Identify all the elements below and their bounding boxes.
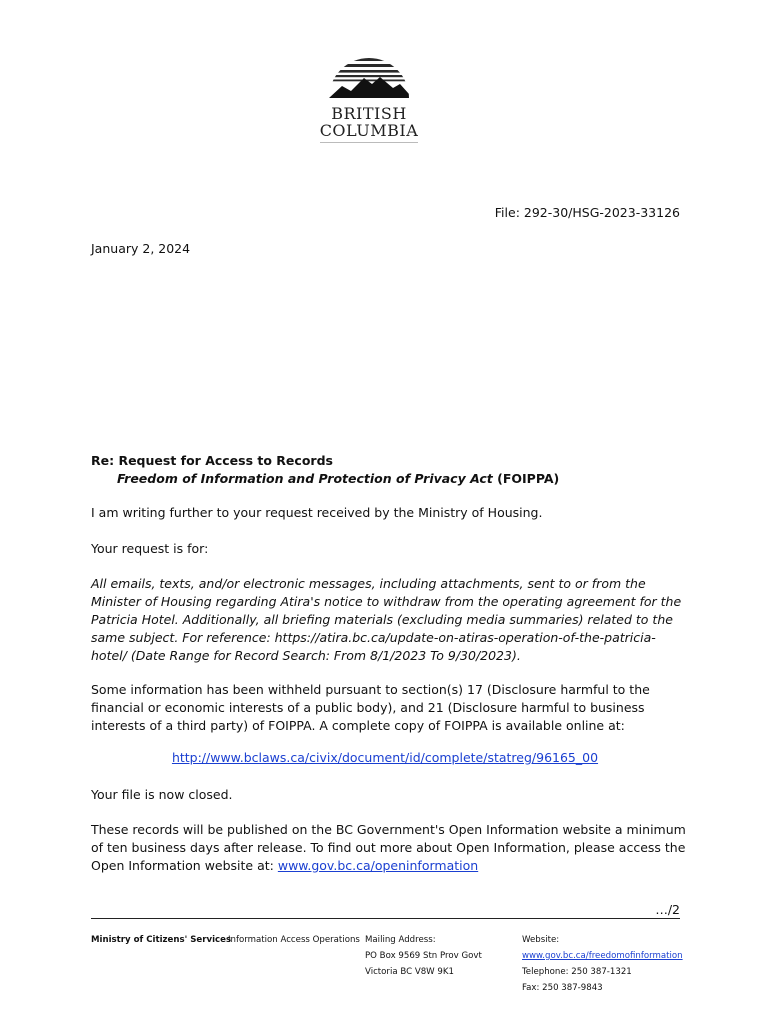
telephone: Telephone: 250 387-1321 bbox=[522, 967, 632, 977]
footer-ministry: Ministry of Citizens' Services bbox=[91, 935, 232, 945]
footer-office: Information Access Operations bbox=[228, 935, 360, 945]
file-reference: File: 292-30/HSG-2023-33126 bbox=[494, 205, 680, 220]
footer-contact bbox=[522, 932, 683, 996]
paragraph-request-label: Your request is for: bbox=[91, 541, 209, 556]
subject-block bbox=[91, 452, 559, 488]
website-label: Website: bbox=[522, 935, 560, 945]
logo-line-columbia: COLUMBIA bbox=[319, 121, 419, 140]
footer-divider bbox=[91, 918, 680, 919]
footer-mailing-address bbox=[365, 932, 482, 980]
paragraph-intro: I am writing further to your request received by the Ministry of Housing. bbox=[91, 505, 543, 520]
foippa-link-row bbox=[0, 750, 770, 765]
open-info-text: These records will be published on the BC Government's Open Information website a minimum of ten business days after release. To find out more about Open Information, please access the Open Information website at: bbox=[91, 822, 686, 873]
bc-logo bbox=[314, 48, 424, 148]
paragraph-request-text: All emails, texts, and/or electronic messages, including attachments, sent to or from the Minister of Housing regarding Atira's notice to withdraw from the operating agreement for the Patricia Hotel. Additionally, all briefing materials (excluding media summaries) related to the same subject. For reference: https://atira.bc.ca/update-on-atiras-operation-of-the-patricia-hotel/ (Date Range for Record Search: From 8/1/2023 To 9/30/2023). bbox=[91, 576, 682, 663]
open-info-link[interactable]: www.gov.bc.ca/openinformation bbox=[277, 858, 479, 873]
mailing-line-1: PO Box 9569 Stn Prov Govt bbox=[365, 951, 482, 961]
mailing-label: Mailing Address: bbox=[365, 935, 436, 945]
act-title: Freedom of Information and Protection of Privacy Act bbox=[117, 471, 493, 486]
sun-mountain-icon bbox=[314, 48, 424, 104]
subject-act bbox=[91, 470, 559, 488]
page-continuation: …/2 bbox=[655, 902, 680, 917]
act-acronym: (FOIPPA) bbox=[492, 471, 560, 486]
website-link[interactable]: www.gov.bc.ca/freedomofinformation bbox=[522, 951, 683, 961]
letter-date: January 2, 2024 bbox=[91, 241, 191, 256]
logo-line-british: BRITISH bbox=[331, 104, 407, 123]
mailing-line-2: Victoria BC V8W 9K1 bbox=[365, 967, 454, 977]
paragraph-closed: Your file is now closed. bbox=[91, 787, 233, 802]
paragraph-withheld: Some information has been withheld pursuant to section(s) 17 (Disclosure harmful to the financial or economic interests of a public body), and 21 (Disclosure harmful to business interests of a third party) of FOIPPA. A complete copy of FOIPPA is available online at: bbox=[91, 682, 650, 733]
logo-divider bbox=[320, 142, 418, 143]
paragraph-open-info bbox=[91, 821, 686, 875]
foippa-link[interactable]: http://www.bclaws.ca/civix/document/id/complete/statreg/96165_00 bbox=[171, 750, 599, 765]
subject-line: Re: Request for Access to Records bbox=[91, 453, 333, 468]
fax: Fax: 250 387-9843 bbox=[522, 983, 603, 993]
